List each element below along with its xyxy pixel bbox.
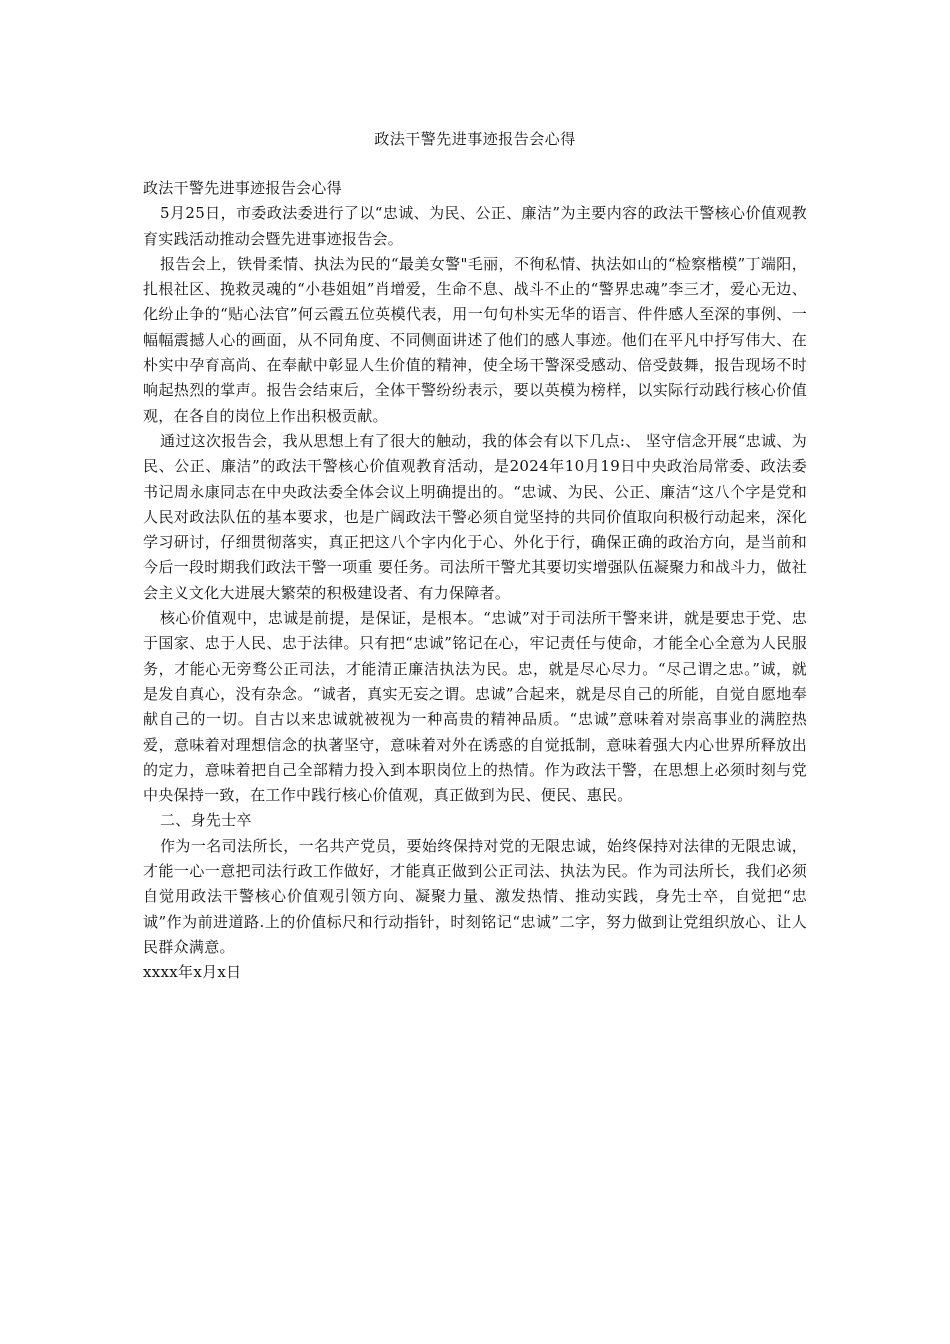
paragraph-personal-insight: 通过这次报告会，我从思想上有了很大的触动，我的体会有以下几点:、 坚守信念开展“忠诚、为民、公正、廉洁”的政法干警核心价值观教育活动，是2024年10月19日中央政治局常委、政法委书记周永康同志在中央政法委全体会议上明确提出的。“忠诚、为民、公正、廉洁“这八个字是党和人民对政法队伍的基本要求，也是广阔政法干警必须自觉坚持的共同价值取向积极行动起来，深化学习研讨，仔细贯彻落实，真正把这八个字内化于心、外化于行，确保正确的政治方向，是当前和今后一段时期我们政法干警一项重 要任务。司法所干警尤其要切实增强队伍凝聚力和战斗力，做社会主义文化大进展大繁荣的积极建设者、有力保障者。 (143, 431, 807, 602)
document-body (143, 176, 807, 986)
section-heading-lead-by-example: 二、身先士卒 (160, 811, 252, 830)
paragraph-report-content: 报告会上，铁骨柔情、执法为民的“最美女警"毛丽，不徇私情、执法如山的“检察楷模”丁端阳，扎根社区、挽救灵魂的“小巷姐姐”肖增爱，生命不息、战斗不止的“警界忠魂”李三才，爱心无边、化纷止争的“贴心法官”何云霞五位英模代表，用一句句朴实无华的语言、件件感人至深的事例、一幅幅震撼人心的画面，从不同角度、不同侧面讲述了他们的感人事迹。他们在平凡中抒写伟大、在朴实中孕育高尚、在奉献中彰显人生价值的精神，使全场干警深受感动、倍受鼓舞，报告现场不时响起热烈的掌声。报告会结束后，全体干警纷纷表示，要以英模为榜样，以实际行动践行核心价值观，在各自的岗位上作出积极贡献。 (143, 254, 807, 425)
paragraph-loyalty: 核心价值观中，忠诚是前提，是保证，是根本。“忠诚”对于司法所干警来讲，就是要忠于党、忠于国家、忠于人民、忠于法律。只有把“忠诚”铭记在心，牢记责任与使命，才能全心全意为人民服务，才能心无旁骛公正司法，才能清正廉洁执法为民。忠，就是尽心尽力。“尽己谓之忠。”诚，就是发自真心，没有杂念。“诚者，真实无妄之谓。忠诚”合起来，就是尽自己的所能，自觉自愿地奉献自己的一切。自古以来忠诚就被视为一种高贵的精神品质。“忠诚”意味着对崇高事业的满腔热爱，意味着对理想信念的执著坚守，意味着对外在诱惑的自觉抵制，意味着强大内心世界所释放出的定力，意味着把自己全部精力投入到本职岗位上的热情。作为政法干警，在思想上必须时刻与党中央保持一致，在工作中践行核心价值观，真正做到为民、便民、惠民。 (143, 609, 807, 805)
paragraph-meeting-intro: 5月25日，市委政法委进行了以“忠诚、为民、公正、廉洁”为主要内容的政法干警核心价值观教育实践活动推动会暨先进事迹报告会。 (143, 204, 807, 248)
document-date: xxxx年x月x日 (143, 963, 242, 982)
document-title: 政法干警先进事迹报告会心得 (374, 130, 576, 148)
document-subtitle: 政法干警先进事迹报告会心得 (143, 179, 342, 197)
paragraph-lead-by-example: 作为一名司法所长，一名共产党员，要始终保持对党的无限忠诚，始终保持对法律的无限忠诚，才能一心一意把司法行政工作做好，才能真正做到公正司法、执法为民。作为司法所长，我们必须自觉用政法干警核心价值观引领方向、凝聚力量、激发热情、推动实践，身先士卒，自觉把“忠诚”作为前进道路.上的价值标尺和行动指针，时刻铭记“忠诚”二字，努力做到让党组织放心、让人民群众满意。 (143, 836, 807, 956)
